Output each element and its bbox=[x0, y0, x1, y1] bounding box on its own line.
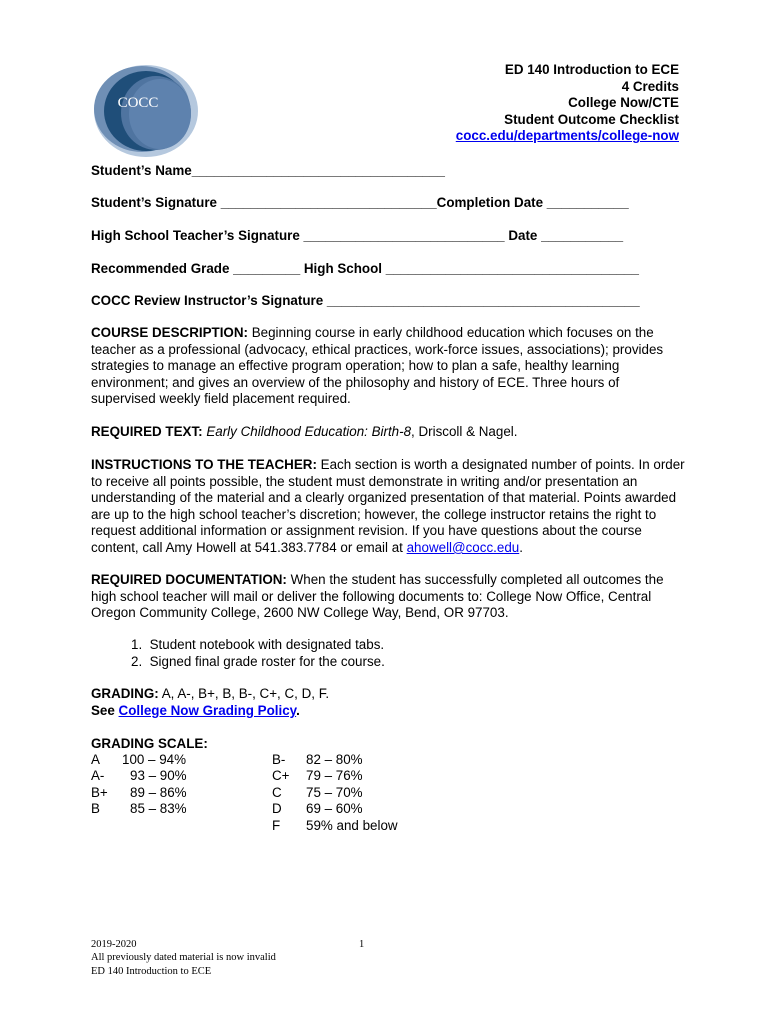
student-name-line: Student’s Name__________________________________ bbox=[91, 163, 445, 178]
grade-row bbox=[91, 768, 104, 785]
documentation-item-2: 2. Signed final grade roster for the course. bbox=[131, 654, 385, 669]
documentation-text: When the student has successfully completed all outcomes the high school teacher will mail or deliver the following documents to: College Now Office, Central Oregon Community College, 2600 NW College Way, Bend, OR 97703. bbox=[91, 572, 664, 621]
grading-policy-link[interactable]: College Now Grading Policy bbox=[118, 703, 297, 718]
grade-range: 79 – 76% bbox=[306, 768, 363, 783]
grade-letter: F bbox=[272, 818, 281, 833]
see-text: See bbox=[91, 703, 119, 718]
grade-range: 85 – 83% bbox=[130, 801, 187, 816]
grading-policy-line bbox=[91, 703, 300, 720]
required-text-authors: , Driscoll & Nagel. bbox=[411, 424, 518, 439]
college-now-link[interactable]: cocc.edu/departments/college-now bbox=[455, 128, 679, 144]
grade-letter: B bbox=[91, 801, 100, 816]
course-description-text: Beginning course in early childhood education which focuses on the teacher as a professional (advocacy, ethical practices, work-force issues, associations); provides strategies to manage an effective program operation; how to plan a safe, healthy learning environment; and gives an overview of the philosophy and history of ECE. Three hours of supervised weekly field placement required. bbox=[91, 325, 664, 407]
cocc-logo bbox=[88, 62, 200, 160]
documentation-label: REQUIRED DOCUMENTATION: bbox=[91, 572, 287, 587]
header-block bbox=[456, 62, 679, 145]
grade-range: 75 – 70% bbox=[306, 785, 363, 800]
grade-letter: D bbox=[272, 801, 282, 816]
grade-range: 69 – 60% bbox=[306, 801, 363, 816]
grade-letter: B+ bbox=[91, 785, 108, 800]
documentation-item-1: 1. Student notebook with designated tabs. bbox=[131, 637, 385, 652]
grade-letter: C+ bbox=[272, 768, 290, 783]
grade-range: 59% and below bbox=[306, 818, 398, 833]
email-link[interactable]: ahowell@cocc.edu bbox=[406, 539, 520, 555]
grading bbox=[91, 686, 329, 703]
grading-scale-label: GRADING SCALE: bbox=[91, 736, 208, 751]
instructions-to-teacher bbox=[91, 457, 686, 557]
course-title: ED 140 Introduction to ECE bbox=[504, 62, 679, 77]
grade-letter: B- bbox=[272, 752, 286, 767]
grade-range: 93 – 90% bbox=[130, 768, 187, 783]
instructions-text: Each section is worth a designated number of points. In order to receive all points possible, the student must demonstrate in writing and/or presentation an understanding of the material and a clearly organized presentation of that material. Points awarded are up to the high school teacher’s discretion; however, the college instructor retains the right to request additional information or assignment revision. If you have questions about the course content, call Amy Howell at 541.383.7784 or email at bbox=[91, 457, 685, 555]
grade-row bbox=[91, 752, 100, 769]
document-title: Student Outcome Checklist bbox=[504, 111, 679, 127]
footer bbox=[91, 938, 276, 978]
documentation-item-text: Signed final grade roster for the course. bbox=[149, 654, 385, 669]
student-signature-line: Student’s Signature _____________________________Completion Date ___________ bbox=[91, 195, 629, 210]
instructions-label: INSTRUCTIONS TO THE TEACHER: bbox=[91, 457, 317, 472]
required-text bbox=[91, 424, 686, 441]
footer-year: 2019-2020 bbox=[91, 939, 137, 950]
instructions-end: . bbox=[519, 539, 523, 555]
grade-row bbox=[91, 801, 100, 818]
grading-label: GRADING: bbox=[91, 686, 159, 701]
course-description-label: COURSE DESCRIPTION: bbox=[91, 325, 248, 340]
grade-letter: C bbox=[272, 785, 282, 800]
required-documentation bbox=[91, 572, 686, 622]
grade-letter: A bbox=[91, 752, 100, 767]
footer-note: All previously dated material is now invalid bbox=[91, 952, 276, 964]
grading-grades: A, A-, B+, B, B-, C+, C, D, F. bbox=[161, 686, 330, 701]
credits: 4 Credits bbox=[621, 78, 679, 94]
grade-range: 89 – 86% bbox=[130, 785, 187, 800]
grade-range: 100 – 94% bbox=[122, 752, 187, 767]
grade-letter: A- bbox=[91, 768, 105, 783]
grade-range: 82 – 80% bbox=[306, 752, 363, 767]
logo-text: COCC bbox=[117, 95, 159, 111]
course-description bbox=[91, 325, 686, 408]
required-text-title: Early Childhood Education: Birth-8 bbox=[206, 424, 412, 439]
cocc-logo-graphic bbox=[88, 62, 200, 160]
teacher-signature-line: High School Teacher’s Signature ___________________________ Date ___________ bbox=[91, 228, 624, 243]
program-name: College Now/CTE bbox=[568, 95, 679, 111]
grade-row bbox=[91, 785, 108, 802]
required-text-label: REQUIRED TEXT: bbox=[91, 424, 203, 439]
grade-school-line: Recommended Grade _________ High School __________________________________ bbox=[91, 261, 639, 276]
see-end: . bbox=[296, 703, 300, 718]
page-number: 1 bbox=[359, 939, 365, 950]
footer-course: ED 140 Introduction to ECE bbox=[91, 965, 212, 977]
review-signature-line: COCC Review Instructor’s Signature __________________________________________ bbox=[91, 293, 640, 308]
documentation-item-text: Student notebook with designated tabs. bbox=[149, 637, 385, 652]
